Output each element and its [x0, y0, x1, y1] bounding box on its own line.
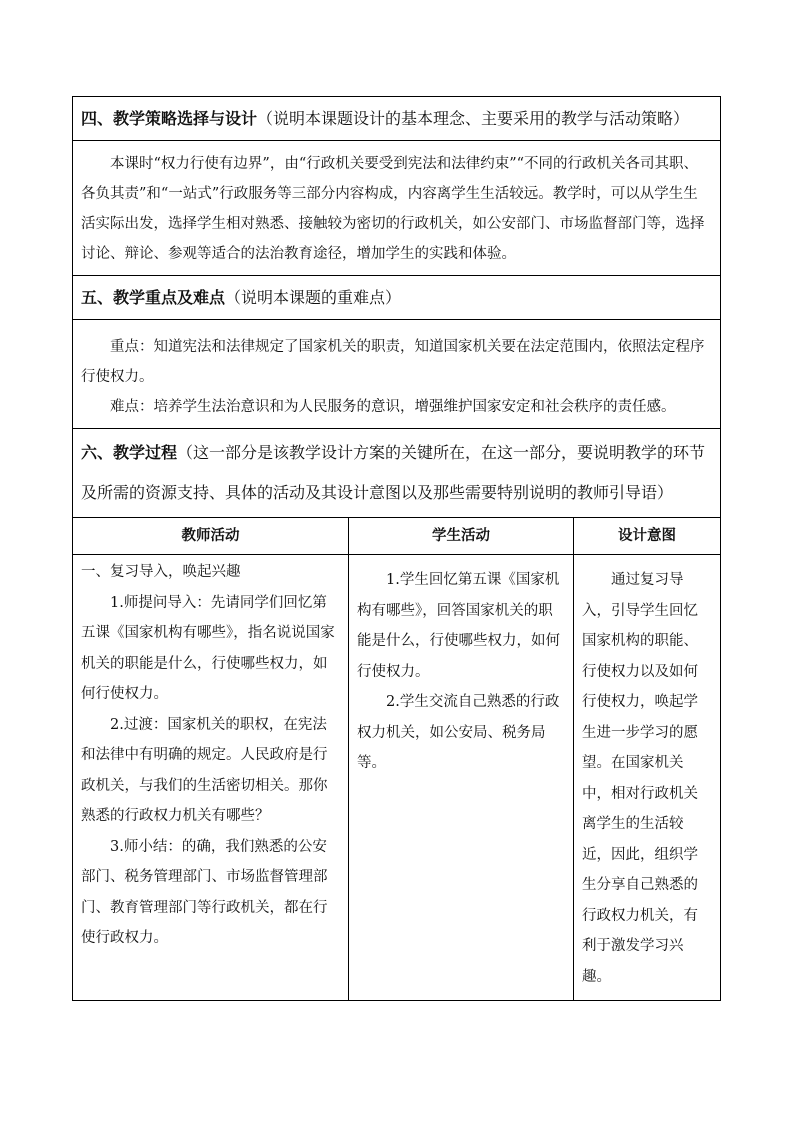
- process-header-row: [73, 518, 721, 555]
- section4-title: [73, 97, 721, 141]
- section5-body: [73, 320, 721, 429]
- section4-note: （说明本课题设计的基本理念、主要采用的教学与活动策略）: [257, 109, 690, 128]
- section4-heading: 四、教学策略选择与设计: [81, 109, 258, 128]
- difficult-point: 难点：培养学生法治意识和为人民服务的意识，增强维护国家安定和社会秩序的责任感。: [110, 399, 676, 415]
- section6-heading: 六、教学过程: [81, 443, 178, 462]
- teacher-item: 2.过渡：国家机关的职权，在宪法和法律中有明确的规定。人民政府是行政机关，与我们的生活密切相关。那你熟悉的行政权力机关有哪些？: [81, 716, 328, 824]
- lesson-plan-table: [72, 96, 721, 1001]
- section4-body-row: [73, 141, 721, 276]
- process-row: [73, 555, 721, 1001]
- header-student: 学生活动: [349, 518, 574, 555]
- header-intent: 设计意图: [574, 518, 721, 555]
- section4-body: [73, 141, 721, 276]
- lesson-plan-frame: [72, 96, 720, 1001]
- section5-title-row: [73, 276, 721, 320]
- teacher-item: 1.师提问导入：先请同学们回忆第五课《国家机构有哪些》，指名说说国家机关的职能是什么，行使哪些权力，如何行使权力。: [81, 594, 335, 702]
- section5-body-row: [73, 320, 721, 429]
- section4-title-row: [73, 97, 721, 141]
- teacher-step-title: 一、复习导入，唤起兴趣: [81, 564, 241, 580]
- student-item: 1.学生回忆第五课《国家机构有哪些》，回答国家机关的职能是什么，行使哪些权力，如何行使权力。: [357, 572, 560, 680]
- header-teacher: 教师活动: [73, 518, 349, 555]
- section6-title-row: [73, 429, 721, 518]
- design-intent-cell: [574, 555, 721, 1001]
- section6-title: [73, 429, 721, 518]
- key-point: 重点：知道宪法和法律规定了国家机关的职责，知道国家机关要在法定范围内，依照法定程序行使权力。: [81, 339, 705, 385]
- section5-title: [73, 276, 721, 320]
- design-intent-text: 通过复习导入，引导学生回忆国家机构的职能、行使权力以及如何行使权力，唤起学生进一步学习的愿望。在国家机关中，相对行政机关离学生的生活较近，因此，组织学生分享自己熟悉的行政权力机关，有利于激发学习兴趣。: [582, 572, 698, 985]
- teacher-item: 3.师小结：的确，我们熟悉的公安部门、税务管理部门、市场监督管理部门、教育管理部门等行政机关，都在行使行政权力。: [81, 838, 328, 946]
- teacher-activity-cell: [73, 555, 349, 1001]
- section5-heading: 五、教学重点及难点: [81, 288, 226, 307]
- student-activity-cell: [349, 555, 574, 1001]
- section5-note: （说明本课题的重难点）: [225, 288, 402, 307]
- section6-note: （这一部分是该教学设计方案的关键所在，在这一部分，要说明教学的环节及所需的资源支持、具体的活动及其设计意图以及那些需要特别说明的教师引导语）: [81, 443, 706, 502]
- section4-paragraph: 本课时“权力行使有边界”，由“行政机关要受到宪法和法律约束”“不同的行政机关各司其职、各负其责”和“一站式”行政服务等三部分内容构成，内容离学生生活较远。教学时，可以从学生生活实际出发，选择学生相对熟悉、接触较为密切的行政机关，如公安部门、市场监督部门等，选择讨论、辩论、参观等适合的法治教育途径，增加学生的实践和体验。: [81, 156, 705, 262]
- student-item: 2.学生交流自己熟悉的行政权力机关，如公安局、税务局等。: [357, 694, 560, 771]
